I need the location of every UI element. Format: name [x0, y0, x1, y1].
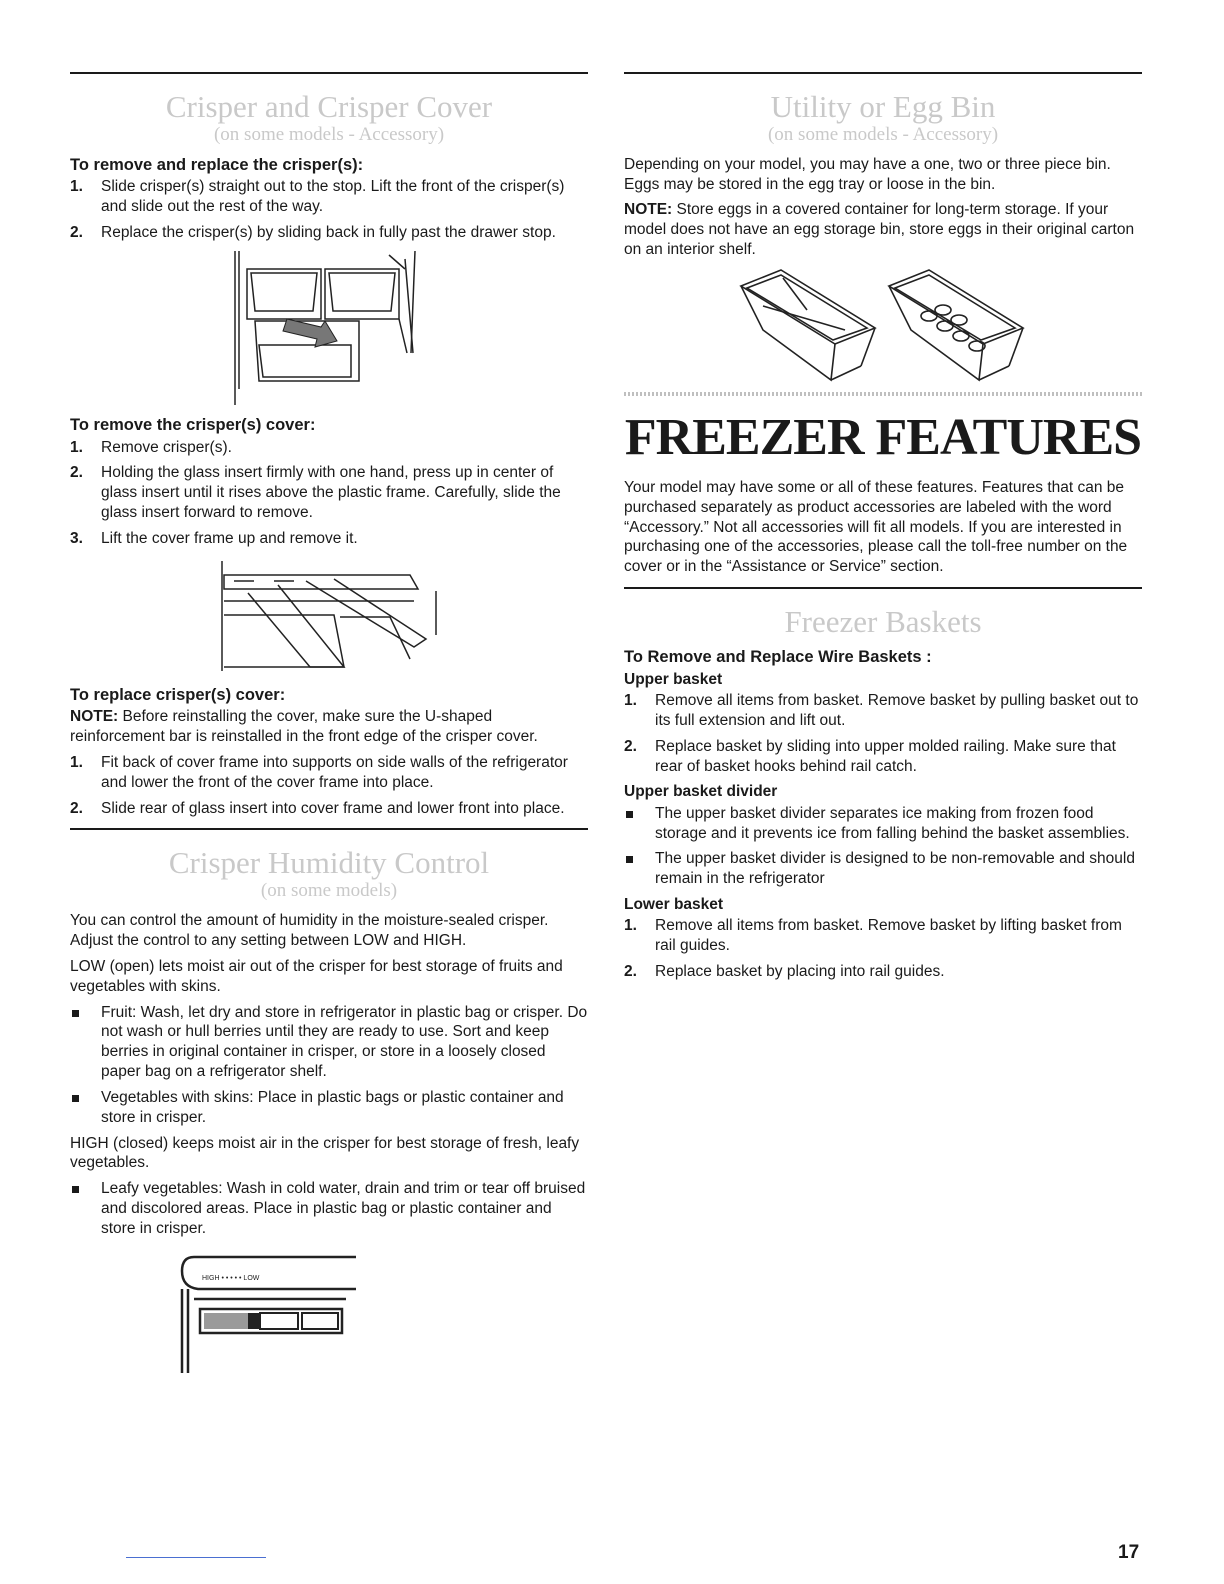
baskets-heading: To Remove and Replace Wire Baskets :: [624, 648, 932, 667]
step-number: 2.: [70, 464, 83, 482]
egg-bin-section-subtitle: (on some models - Accessory): [767, 124, 999, 145]
replace-cover-heading: To replace crisper(s) cover:: [70, 685, 286, 704]
humidity-section-title: Crisper Humidity Control: [168, 845, 490, 881]
list-item: [70, 1003, 588, 1082]
list-item: [624, 804, 1142, 844]
note-label: NOTE:: [624, 201, 673, 219]
bullet-text: The upper basket divider is designed to be non-removable and should remain in the refrigerator: [655, 850, 1135, 888]
list-item: [624, 916, 1142, 956]
step-text: Replace basket by sliding into upper molded railing. Make sure that rear of basket hooks behind rail catch.: [655, 737, 1116, 775]
step-number: 2.: [624, 963, 637, 981]
note-text: Store eggs in a covered container for long-term storage. If your model does not have an egg storage bin, store eggs in their original carton on an interior shelf.: [624, 201, 1135, 259]
bullet-icon: [72, 1095, 79, 1102]
bullet-icon: [626, 811, 633, 818]
replace-cover-steps: [70, 753, 588, 818]
step-number: 1.: [624, 917, 637, 935]
list-item: [624, 962, 1142, 982]
bottom-rule: [126, 1557, 266, 1558]
step-text: Remove all items from basket. Remove basket by lifting basket from rail guides.: [655, 917, 1122, 955]
section-rule: [624, 72, 1142, 74]
remove-replace-steps: [70, 177, 588, 242]
egg-bin-illustration: [733, 266, 1033, 384]
humidity-low-text: LOW (open) lets moist air out of the crisper for best storage of fruits and vegetables with skins.: [70, 957, 563, 995]
divider-bullets: [624, 804, 1142, 889]
remove-cover-steps: [70, 438, 588, 549]
step-number: 2.: [70, 224, 83, 242]
control-scale-label: HIGH • • • • • LOW: [202, 1274, 260, 1282]
section-rule: [624, 587, 1142, 589]
section-rule: [70, 72, 588, 74]
step-number: 1.: [624, 692, 637, 710]
step-number: 1.: [70, 178, 83, 196]
replace-cover-note: [70, 707, 588, 747]
upper-basket-steps: [624, 691, 1142, 776]
upper-basket-divider-label: Upper basket divider: [624, 783, 778, 801]
list-item: [70, 223, 588, 243]
egg-bin-paragraph: Depending on your model, you may have a one, two or three piece bin. Eggs may be stored in the egg tray or loose in the bin.: [624, 155, 1111, 193]
step-text: Slide crisper(s) straight out to the stop. Lift the front of the crisper(s) and slide out the rest of the way.: [101, 178, 565, 216]
dotted-divider: [624, 392, 1142, 396]
humidity-control-illustration: [170, 1253, 370, 1375]
list-item: [70, 753, 588, 793]
humidity-section-subtitle: (on some models): [260, 880, 398, 902]
freezer-features-title: FREEZER FEATURES: [624, 408, 1142, 466]
list-item: [70, 1088, 588, 1128]
freezer-features-intro: Your model may have some or all of these features. Features that can be purchased separately as product accessories are labeled with the word “Accessory.” Not all accessories will fit all models. If you are interested in purchasing one of the accessories, please call the toll-free number on the cover or in the “Assistance or Service” section.: [624, 478, 1128, 576]
baskets-section-title: Freezer Baskets: [784, 604, 982, 640]
bullet-icon: [72, 1010, 79, 1017]
list-item: [624, 691, 1142, 731]
step-number: 1.: [70, 438, 83, 456]
list-item: [70, 463, 588, 522]
page-number: 17: [1118, 1542, 1140, 1563]
bullet-text: Fruit: Wash, let dry and store in refrigerator in plastic bag or crisper. Do not wash or hull berries until they are ready to use. Sort and keep berries in original container in crisper, or store in a loosely closed paper bag on a refrigerator shelf.: [101, 1003, 588, 1081]
lower-basket-steps: [624, 916, 1142, 981]
egg-bin-note: [624, 200, 1142, 259]
list-item: [70, 1179, 588, 1238]
step-number: 1.: [70, 753, 83, 771]
humidity-high-text: HIGH (closed) keeps moist air in the crisper for best storage of fresh, leafy vegetables.: [70, 1134, 580, 1172]
list-item: [70, 177, 588, 217]
step-text: Slide rear of glass insert into cover frame and lower front into place.: [101, 799, 565, 817]
upper-basket-label: Upper basket: [624, 670, 723, 688]
list-item: [70, 799, 588, 819]
lower-basket-label: Lower basket: [624, 896, 724, 914]
bullet-icon: [626, 856, 633, 863]
list-item: [70, 529, 588, 549]
crisper-cover-illustration: [214, 555, 444, 677]
egg-bin-section-title: Utility or Egg Bin: [770, 89, 996, 124]
bullet-icon: [72, 1186, 79, 1193]
remove-cover-heading: To remove the crisper(s) cover:: [70, 415, 316, 434]
high-bullets: [70, 1179, 588, 1238]
step-number: 3.: [70, 529, 83, 547]
bullet-text: Leafy vegetables: Wash in cold water, drain and trim or tear off bruised and discolored areas. Place in plastic bag or plastic container and store in crisper.: [101, 1180, 586, 1237]
step-text: Remove crisper(s).: [101, 438, 232, 456]
bullet-text: The upper basket divider separates ice making from frozen food storage and it prevents ice from falling behind the basket assemblies.: [655, 804, 1130, 842]
step-text: Lift the cover frame up and remove it.: [101, 529, 358, 547]
note-label: NOTE:: [70, 708, 119, 726]
crisper-section-subtitle: (on some models - Accessory): [213, 124, 445, 145]
humidity-intro: You can control the amount of humidity in the moisture-sealed crisper. Adjust the control to any setting between LOW and HIGH.: [70, 912, 549, 950]
list-item: [624, 849, 1142, 889]
section-rule: [70, 828, 588, 830]
step-number: 2.: [70, 799, 83, 817]
crisper-drawer-illustration: [229, 249, 429, 407]
crisper-section-title: Crisper and Crisper Cover: [165, 89, 493, 124]
list-item: [624, 737, 1142, 777]
step-number: 2.: [624, 737, 637, 755]
low-bullets: [70, 1003, 588, 1128]
step-text: Replace basket by placing into rail guides.: [655, 963, 945, 981]
step-text: Remove all items from basket. Remove basket by pulling basket out to its full extension and lift out.: [655, 692, 1139, 729]
left-column: [70, 72, 588, 1383]
bullet-text: Vegetables with skins: Place in plastic bags or plastic container and store in crisper.: [101, 1088, 564, 1126]
remove-replace-heading: To remove and replace the crisper(s):: [70, 155, 364, 174]
list-item: [70, 438, 588, 458]
note-text: Before reinstalling the cover, make sure the U-shaped reinforcement bar is reinstalled in the front edge of the crisper cover.: [70, 708, 538, 746]
step-text: Replace the crisper(s) by sliding back in fully past the drawer stop.: [101, 224, 556, 242]
step-text: Holding the glass insert firmly with one hand, press up in center of glass insert until it rises above the plastic frame. Carefully, slide the glass insert forward to remove.: [101, 464, 561, 522]
step-text: Fit back of cover frame into supports on side walls of the refrigerator and lower the front of the cover frame into place.: [101, 753, 568, 791]
right-column: [624, 72, 1142, 988]
